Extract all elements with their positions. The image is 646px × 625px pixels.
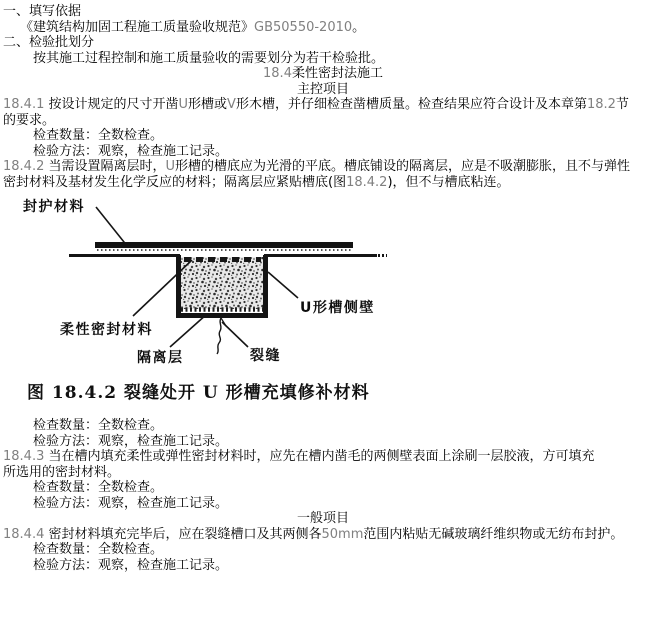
clause-18-4-3-text-line2 [3, 465, 646, 481]
cjk-text-run: 所选用的密封材料。 [3, 464, 121, 480]
clause-18-4-1-text-line2 [3, 113, 646, 129]
cjk-text-run: 密封材料及基材发生化学反应的材料；隔离层应紧贴槽底(图 [3, 174, 347, 190]
heading-inspection-lot-division [3, 35, 646, 51]
protective-material-label: 封护材料 [23, 199, 85, 215]
flexible-sealant-label: 柔性密封材料 [60, 322, 153, 338]
sealant-fill [180, 257, 264, 309]
cjk-text-run: 检查数量：全数检查。 [33, 542, 164, 557]
u-groove-bottom-wall [176, 313, 268, 318]
check-quantity-text [3, 418, 646, 434]
cjk-text-run: 检验方法：观察，检查施工记录。 [33, 495, 229, 511]
clause-18-4-3-text-line1 [3, 449, 646, 465]
general-items-heading [3, 511, 646, 527]
latin-text-run: V [227, 97, 236, 112]
heading-fill-basis [3, 4, 646, 20]
inspection-method-text [3, 558, 646, 574]
cjk-text-run: 检验方法：观察，检查施工记录。 [33, 557, 229, 573]
cjk-text-run: 检查数量：全数检查。 [33, 480, 164, 495]
latin-text-run: 18.2 [586, 97, 616, 112]
crack-label: 裂缝 [250, 348, 281, 364]
cjk-text-run: 柔性密封法施工 [291, 66, 383, 81]
crack-line [217, 318, 221, 354]
cjk-text-run: 形槽或 [188, 97, 228, 112]
clause-18-4-4-text [3, 527, 646, 543]
cjk-text-run: 当在槽内填充柔性或弹性密封材料时，应先在槽内凿毛的两侧壁表面上涂刷一层胶液，方可填充 [44, 449, 595, 464]
latin-text-run: 18.4.2 [346, 174, 388, 190]
master-control-items-heading [3, 82, 646, 98]
check-quantity-text [3, 542, 646, 558]
u-groove-sidewall-leader-line [268, 272, 298, 298]
cjk-text-run: 按其施工过程控制和施工质量验收的需要划分为若干检验批。 [33, 50, 385, 66]
latin-text-run: 18.4.3 [3, 449, 45, 464]
latin-text-run: 18.4.2 [3, 159, 45, 174]
cjk-text-run: 形槽的槽底应为光滑的平底。槽底铺设的隔离层，应是不吸潮膨胀，且不与弹性 [175, 159, 631, 174]
cjk-text-run: 检查数量：全数检查。 [33, 128, 164, 143]
u-groove-right-wall [263, 255, 268, 318]
clause-18-4-2-text-line1 [3, 159, 646, 175]
cjk-text-run: 检验方法：观察，检查施工记录。 [33, 433, 229, 449]
cjk-text-run: 按设计规定的尺寸开凿 [44, 97, 179, 112]
protective-material-bar [95, 242, 353, 248]
lot-division-text [3, 51, 646, 67]
latin-text-run: 18.4 [263, 66, 292, 81]
cjk-text-run: 一、填写依据 [3, 4, 82, 19]
standard-reference [3, 20, 646, 36]
crack-leader-line [222, 322, 248, 347]
protective-material-leader-line [96, 207, 128, 247]
inspection-method-text [3, 496, 646, 512]
cjk-text-run: 形木槽，并仔细检查凿槽质量。检查结果应符合设计及本章第 [235, 97, 587, 112]
figure-caption: 图 18.4.2 裂缝处开 U 形槽充填修补材料 [27, 383, 370, 403]
inspection-method-text [3, 144, 646, 160]
section-18-4-heading [3, 66, 646, 82]
figure-18-4-2 [3, 192, 646, 408]
cjk-text-run: 节 [615, 97, 629, 112]
latin-text-run: 50mm [321, 526, 364, 542]
cjk-text-run: 。 [352, 19, 366, 35]
cjk-text-run: 当需设置隔离层时， [44, 159, 166, 174]
latin-text-run: 18.4.4 [3, 526, 45, 542]
inspection-method-text [3, 434, 646, 450]
cjk-text-run: 检查数量：全数检查。 [33, 418, 164, 433]
cjk-text-run: 二、检验批划分 [3, 35, 95, 50]
latin-text-run: U [178, 97, 189, 112]
latin-text-run: U [165, 159, 176, 174]
cjk-text-run: 主控项目 [296, 81, 349, 97]
cjk-text-run: )，但不与槽底粘连。 [387, 174, 510, 190]
u-groove-repair-diagram [3, 192, 423, 408]
latin-text-run: GB50550-2010 [254, 19, 353, 35]
isolation-layer-leader-line [170, 314, 207, 347]
check-quantity-text [3, 128, 646, 144]
u-groove-sidewall-label: U形槽侧壁 [300, 300, 375, 316]
cjk-text-run: 一般项目 [296, 511, 349, 526]
check-quantity-text [3, 480, 646, 496]
cjk-text-run: 密封材料填充完毕后，应在裂缝槽口及其两侧各 [44, 526, 322, 542]
cjk-text-run: 《建筑结构加固工程施工质量验收规范》 [20, 19, 255, 35]
cjk-text-run: 的要求。 [3, 112, 56, 128]
isolation-layer-label: 隔离层 [137, 350, 184, 366]
cjk-text-run: 检验方法：观察，检查施工记录。 [33, 143, 229, 159]
clause-18-4-1-text-line1 [3, 97, 646, 113]
cjk-text-run: 范围内粘贴无碱玻璃纤维织物或无纺布封护。 [363, 526, 624, 542]
latin-text-run: 18.4.1 [3, 97, 45, 112]
u-groove-left-wall [176, 255, 181, 318]
clause-18-4-2-text-line2 [3, 175, 646, 191]
